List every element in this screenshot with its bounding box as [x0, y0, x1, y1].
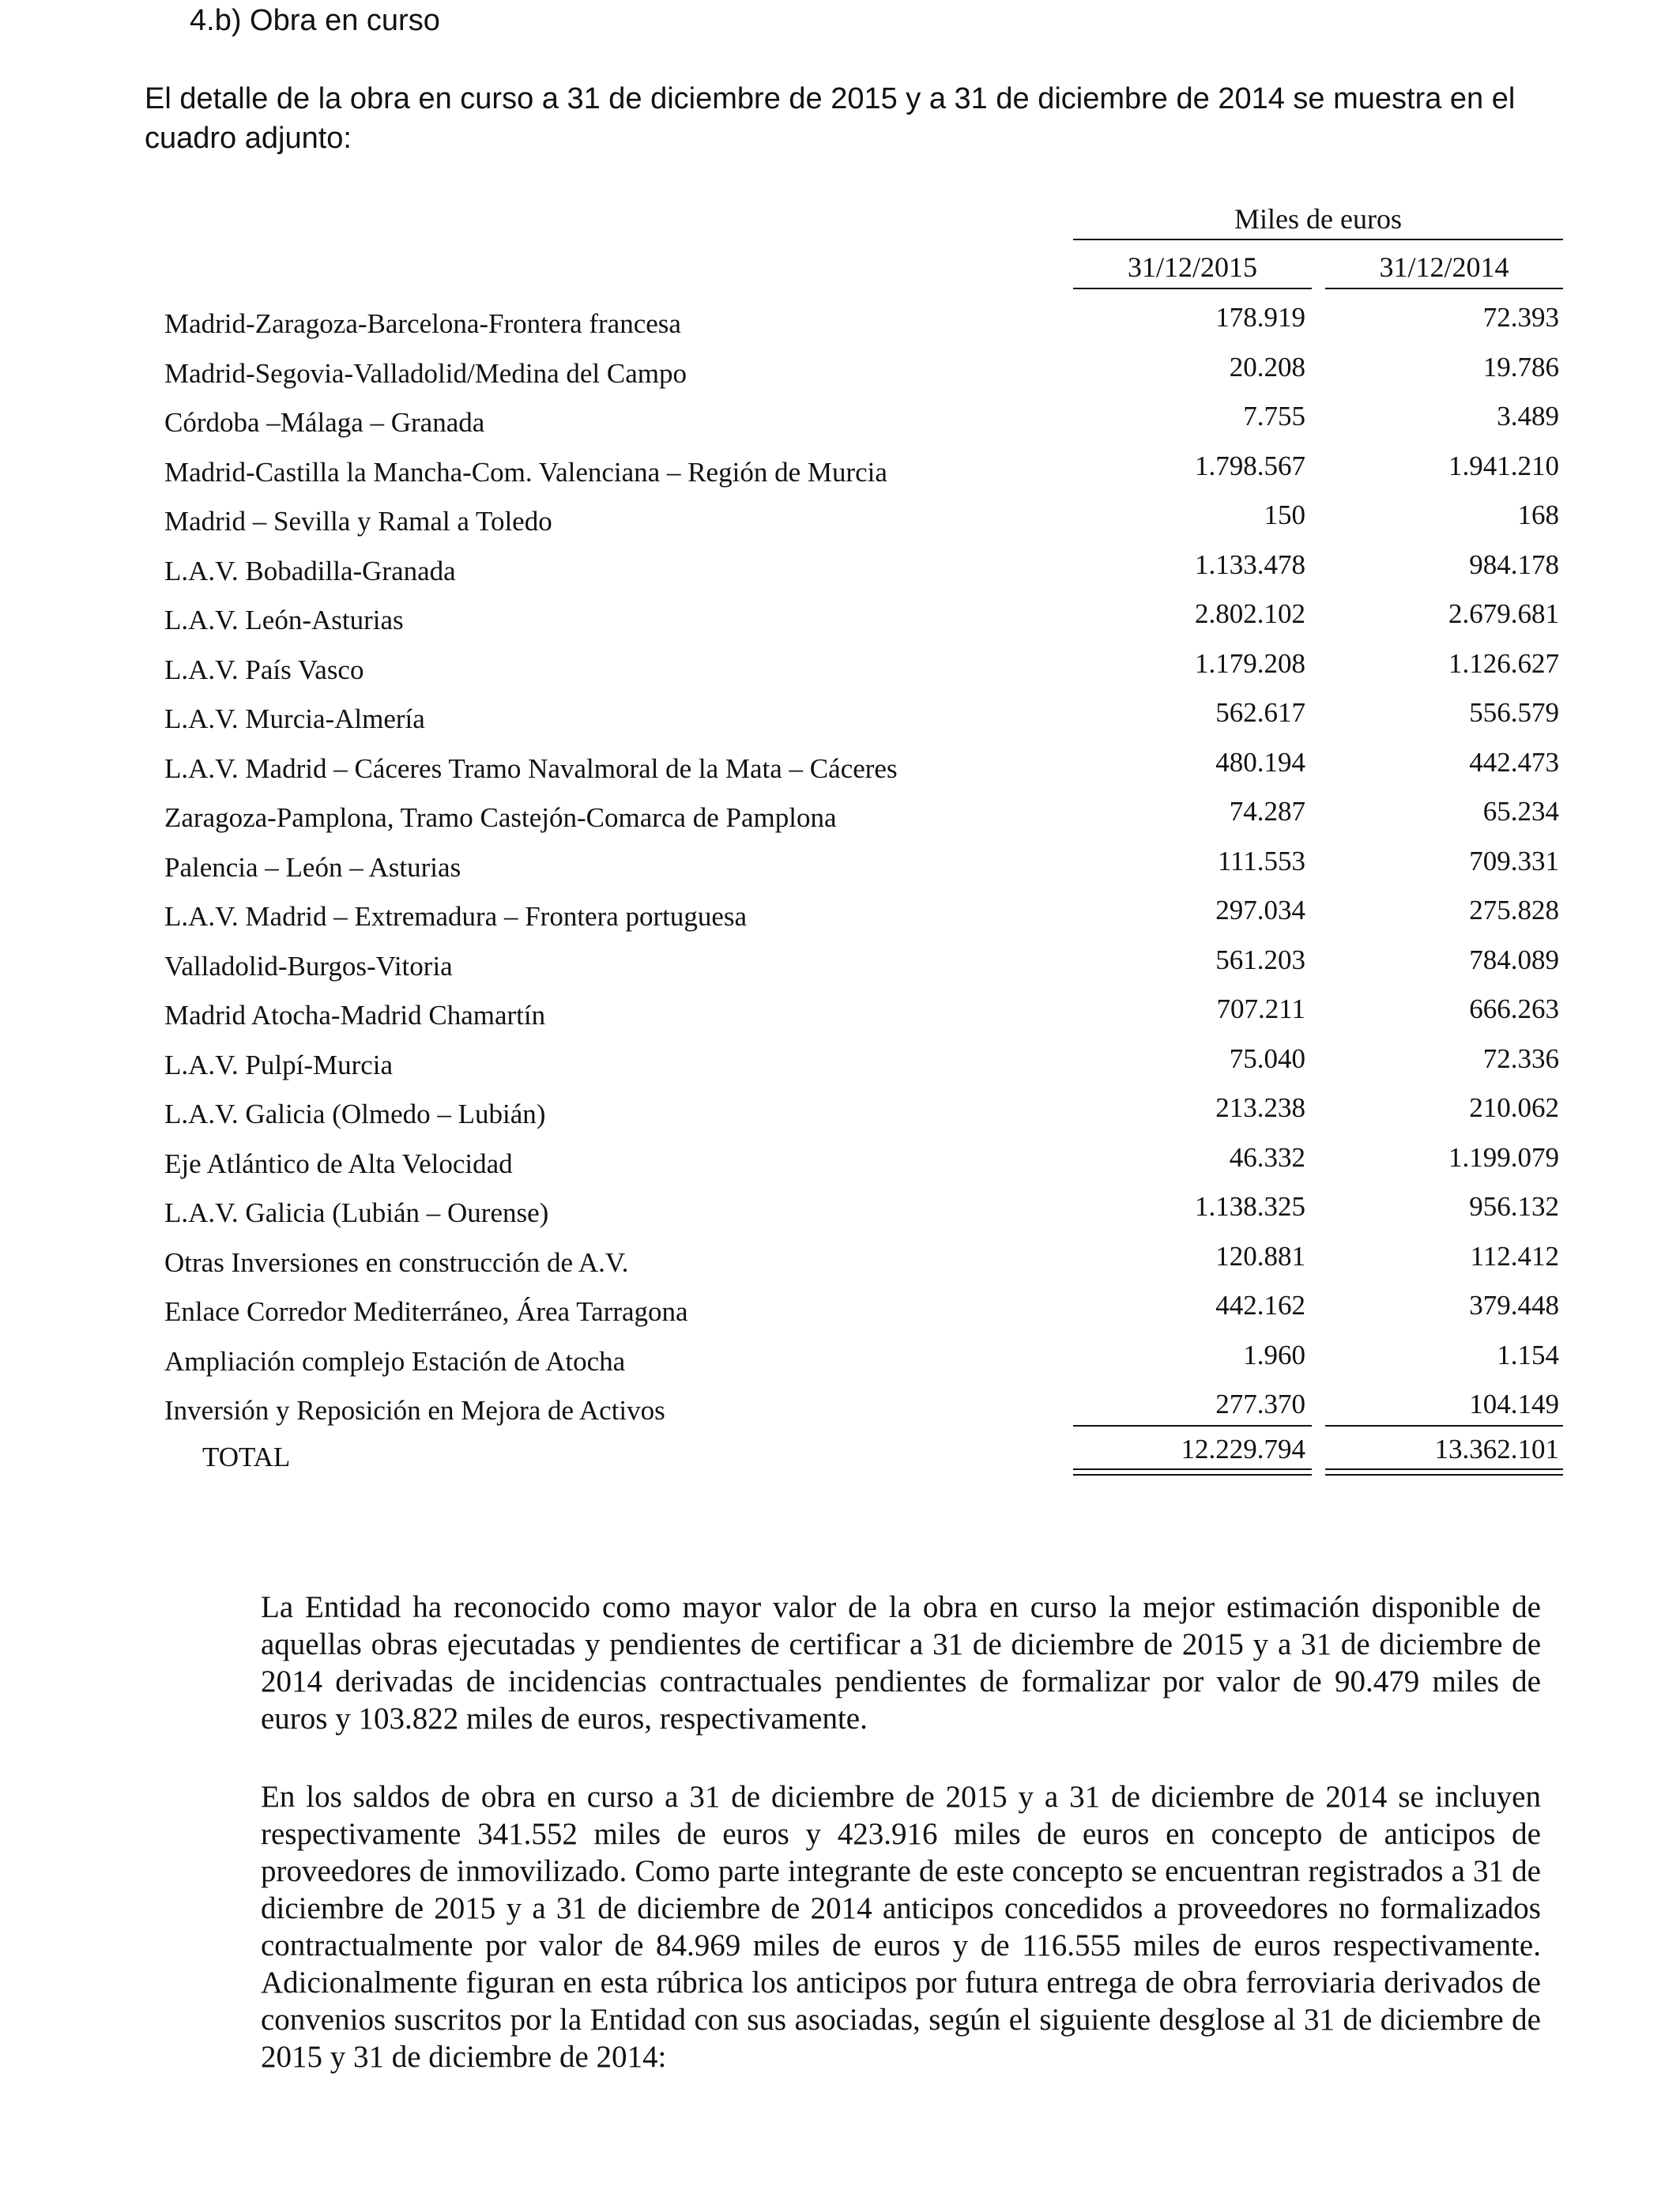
table-row [0, 991, 1680, 1041]
row-value-2014: 19.786 [1482, 351, 1559, 383]
subtotal-rule-2015 [1073, 1425, 1312, 1427]
table-row [0, 398, 1680, 448]
total-value-2015: 12.229.794 [1181, 1434, 1305, 1465]
table-row [0, 497, 1680, 547]
column-header-rule-2014 [1325, 288, 1563, 289]
row-label: L.A.V. Madrid – Cáceres Tramo Navalmoral de la Mata – Cáceres [164, 752, 898, 784]
table-row [0, 1337, 1680, 1387]
row-label: L.A.V. País Vasco [164, 654, 364, 685]
table-row [0, 646, 1680, 696]
row-value-2014: 210.062 [1469, 1092, 1559, 1123]
table-row [0, 942, 1680, 992]
row-label: Córdoba –Málaga – Granada [164, 407, 485, 438]
row-value-2014: 1.126.627 [1448, 647, 1559, 679]
paragraph-anticipos: En los saldos de obra en curso a 31 de diciembre de 2015 y a 31 de diciembre de 2014 se incluyen respectivamente 341.552 miles de euros y 423.916 miles de euros en concepto de anticipos de proveedores de inmovilizado. Como parte integrante de este concepto se encuentran registrados a 31 de diciembre de 2015 y a 31 de diciembre de 2014 anticipos concedidos a proveedores no formalizados contractualmente por valor de 84.969 miles de euros y de 116.555 miles de euros respectivamente. Adicionalmente figuran en esta rúbrica los anticipos por futura entrega de obra ferroviaria derivados de convenios suscritos por la Entidad con sus asociadas, según el siguiente desglose al 31 de diciembre de 2015 y 31 de diciembre de 2014: [261, 1780, 1541, 2074]
table-body [0, 300, 1680, 1436]
table-row [0, 892, 1680, 942]
table-row [0, 547, 1680, 597]
row-value-2014: 1.199.079 [1448, 1141, 1559, 1173]
row-label: Madrid-Castilla la Mancha-Com. Valenciana – Región de Murcia [164, 456, 887, 488]
row-value-2014: 104.149 [1469, 1389, 1559, 1419]
table-row [0, 745, 1680, 794]
row-label: L.A.V. Galicia (Olmedo – Lubián) [164, 1099, 546, 1129]
row-value-2014: 2.679.681 [1448, 598, 1559, 629]
total-double-rule-2015 [1073, 1468, 1312, 1476]
table-row [0, 794, 1680, 843]
column-header-2014: 31/12/2014 [1379, 251, 1509, 283]
total-double-rule-2014 [1325, 1468, 1563, 1476]
row-label: Eje Atlántico de Alta Velocidad [164, 1148, 513, 1179]
row-value-2015: 150 [1264, 499, 1305, 530]
table-row [0, 1041, 1680, 1091]
row-value-2014: 984.178 [1469, 548, 1559, 580]
row-value-2015: 297.034 [1215, 895, 1305, 925]
row-label: L.A.V. Madrid – Extremadura – Frontera portuguesa [164, 901, 748, 932]
row-value-2014: 3.489 [1497, 401, 1559, 432]
row-value-2014: 72.336 [1482, 1042, 1559, 1074]
row-value-2015: 562.617 [1215, 697, 1305, 728]
paragraph-incidencias: La Entidad ha reconocido como mayor valor de la obra en curso la mejor estimación disponible de aquellas obras ejecutadas y pendientes de certificar a 31 de diciembre de 2015 y a 31 de diciembre de 2014 derivadas de incidencias contractuales pendientes de formalizar por valor de 90.479 miles de euros y 103.822 miles de euros, respectivamente. [261, 1590, 1541, 1736]
row-label: Otras Inversiones en construcción de A.V. [164, 1246, 629, 1278]
row-value-2015: 1.133.478 [1195, 548, 1305, 580]
unit-rule [1073, 239, 1563, 240]
row-value-2014: 275.828 [1469, 895, 1559, 925]
table-row [0, 843, 1680, 893]
row-value-2015: 707.211 [1216, 993, 1305, 1024]
row-label: Valladolid-Burgos-Vitoria [164, 950, 453, 982]
section-title: 4.b) Obra en curso [190, 4, 440, 37]
row-value-2015: 120.881 [1215, 1240, 1305, 1272]
row-value-2015: 7.755 [1243, 401, 1305, 432]
row-value-2015: 1.798.567 [1195, 450, 1305, 481]
table-row [0, 1189, 1680, 1238]
row-value-2015: 213.238 [1215, 1092, 1305, 1123]
row-value-2015: 2.802.102 [1195, 598, 1305, 629]
row-value-2014: 442.473 [1469, 746, 1559, 778]
row-value-2015: 1.179.208 [1195, 647, 1305, 679]
table-row [0, 1386, 1680, 1436]
row-value-2015: 75.040 [1229, 1042, 1305, 1074]
column-header-rule-2015 [1073, 288, 1312, 289]
table-row [0, 300, 1680, 349]
total-label: TOTAL [202, 1442, 291, 1472]
row-label: Ampliación complejo Estación de Atocha [164, 1345, 626, 1377]
table-row [0, 349, 1680, 399]
row-value-2014: 65.234 [1482, 796, 1559, 827]
table-row [0, 596, 1680, 646]
table-row [0, 448, 1680, 498]
row-value-2014: 956.132 [1469, 1191, 1559, 1222]
table-row [0, 695, 1680, 745]
row-label: L.A.V. Pulpí-Murcia [164, 1049, 394, 1080]
row-label: Inversión y Reposición en Mejora de Activos [164, 1395, 665, 1426]
row-label: L.A.V. Murcia-Almería [164, 703, 425, 734]
row-value-2015: 1.138.325 [1195, 1191, 1305, 1222]
row-value-2014: 168 [1517, 499, 1559, 530]
row-label: Madrid – Sevilla y Ramal a Toledo [164, 506, 552, 537]
row-value-2014: 1.154 [1497, 1339, 1559, 1370]
table-row [0, 1140, 1680, 1189]
row-value-2014: 379.448 [1469, 1290, 1559, 1321]
row-label: L.A.V. Bobadilla-Granada [164, 555, 456, 586]
row-value-2014: 1.941.210 [1448, 450, 1559, 481]
row-label: Palencia – León – Asturias [164, 851, 461, 883]
row-value-2014: 72.393 [1482, 302, 1559, 333]
row-value-2014: 556.579 [1469, 697, 1559, 728]
row-label: L.A.V. Galicia (Lubián – Ourense) [164, 1197, 549, 1228]
row-value-2015: 480.194 [1215, 746, 1305, 778]
total-value-2014: 13.362.101 [1434, 1434, 1559, 1465]
row-value-2015: 46.332 [1229, 1141, 1305, 1173]
table-row [0, 1287, 1680, 1337]
row-value-2015: 277.370 [1215, 1389, 1305, 1419]
row-value-2014: 112.412 [1470, 1240, 1559, 1272]
row-value-2015: 20.208 [1229, 351, 1305, 383]
row-label: L.A.V. León-Asturias [164, 605, 404, 635]
row-label: Madrid-Segovia-Valladolid/Medina del Campo [164, 357, 687, 389]
unit-label: Miles de euros [1234, 203, 1402, 235]
row-value-2015: 1.960 [1243, 1339, 1305, 1370]
row-label: Madrid Atocha-Madrid Chamartín [164, 1000, 546, 1031]
row-value-2014: 666.263 [1469, 993, 1559, 1024]
column-header-2015: 31/12/2015 [1127, 251, 1257, 283]
table-row [0, 1238, 1680, 1288]
row-value-2014: 784.089 [1469, 944, 1559, 975]
row-value-2014: 709.331 [1469, 845, 1559, 876]
row-value-2015: 442.162 [1215, 1290, 1305, 1321]
subtotal-rule-2014 [1325, 1425, 1563, 1427]
intro-paragraph: El detalle de la obra en curso a 31 de diciembre de 2015 y a 31 de diciembre de 2014 se muestra en el cuadro adjunto: [145, 82, 1516, 155]
row-label: Madrid-Zaragoza-Barcelona-Frontera francesa [164, 308, 681, 339]
row-value-2015: 111.553 [1217, 845, 1305, 876]
table-row [0, 1090, 1680, 1140]
row-label: Enlace Corredor Mediterráneo, Área Tarragona [164, 1296, 688, 1327]
row-value-2015: 178.919 [1215, 302, 1305, 333]
row-label: Zaragoza-Pamplona, Tramo Castejón-Comarca de Pamplona [164, 802, 837, 833]
row-value-2015: 74.287 [1229, 796, 1305, 827]
row-value-2015: 561.203 [1215, 944, 1305, 975]
